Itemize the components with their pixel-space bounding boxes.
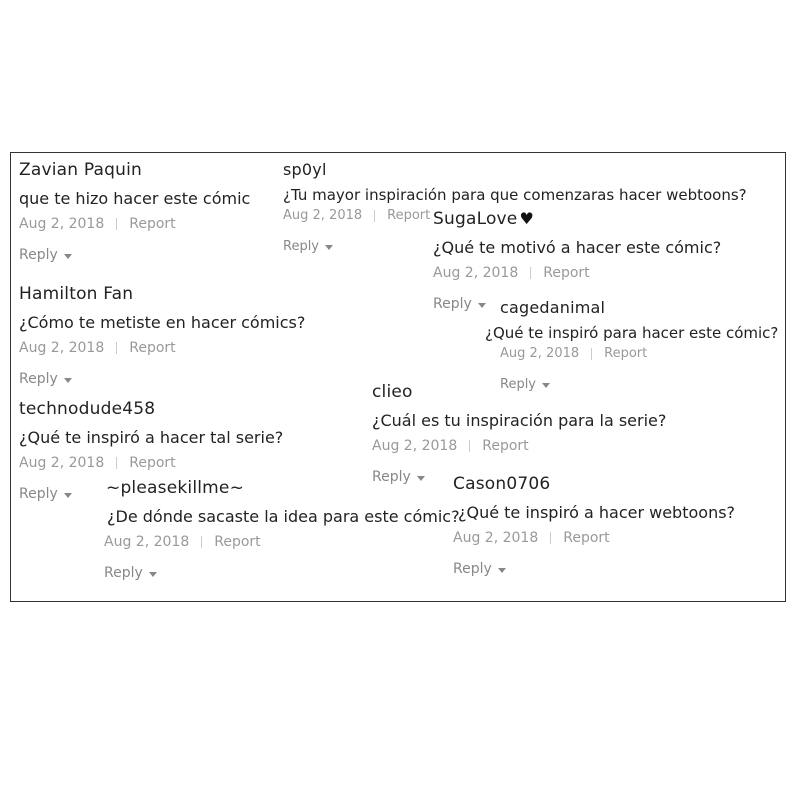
comment-author[interactable]: ~pleasekillme~ — [106, 478, 245, 498]
report-link[interactable]: Report — [604, 346, 648, 361]
report-link[interactable]: Report — [129, 455, 176, 471]
reply-button[interactable] — [283, 239, 333, 254]
comment-author[interactable]: cagedanimal — [500, 298, 606, 317]
meta-divider — [201, 536, 202, 548]
author-name: SugaLove — [433, 209, 518, 229]
comment-card — [433, 209, 721, 312]
caret-down-icon — [149, 572, 157, 577]
comment-date: Aug 2, 2018 — [19, 340, 105, 356]
meta-divider — [116, 218, 117, 230]
comment-date: Aug 2, 2018 — [19, 455, 105, 471]
meta-divider — [374, 210, 375, 222]
comment-date: Aug 2, 2018 — [104, 534, 190, 550]
comment-author[interactable]: Hamilton Fan — [19, 284, 134, 304]
meta-divider — [530, 267, 531, 279]
comment-author[interactable]: sp0yl — [283, 160, 327, 179]
meta-divider — [116, 457, 117, 469]
reply-label: Reply — [283, 239, 320, 254]
caret-down-icon — [64, 493, 72, 498]
comment-author[interactable] — [433, 209, 721, 229]
reply-button[interactable] — [104, 565, 157, 581]
comment-date: Aug 2, 2018 — [453, 530, 539, 546]
caret-down-icon — [64, 254, 72, 259]
comment-author[interactable]: Zavian Paquin — [19, 160, 143, 180]
comment-text: ¿Cómo te metiste en hacer cómics? — [19, 313, 306, 332]
report-link[interactable]: Report — [543, 265, 590, 281]
reply-button[interactable] — [19, 247, 72, 263]
comment-meta — [433, 265, 721, 281]
reply-button[interactable] — [19, 486, 72, 502]
meta-divider — [116, 342, 117, 354]
comment-text: ¿Qué te inspiró a hacer tal serie? — [19, 428, 284, 447]
comment-text: ¿De dónde sacaste la idea para este cómic? — [107, 507, 460, 526]
comment-meta — [453, 530, 735, 546]
reply-button[interactable] — [453, 561, 506, 577]
report-link[interactable]: Report — [482, 438, 529, 454]
reply-button[interactable] — [19, 371, 72, 387]
caret-down-icon — [478, 303, 486, 308]
comment-card — [19, 160, 250, 263]
report-link[interactable]: Report — [563, 530, 610, 546]
comment-text: que te hizo hacer este cómic — [19, 189, 251, 208]
reply-label: Reply — [433, 296, 472, 312]
reply-label: Reply — [104, 565, 143, 581]
comment-card — [19, 284, 305, 387]
comment-text: ¿Tu mayor inspiración para que comenzaras hacer webtoons? — [283, 186, 747, 204]
comment-card — [104, 478, 460, 581]
comment-meta — [500, 346, 778, 361]
report-link[interactable]: Report — [214, 534, 261, 550]
meta-divider — [469, 440, 470, 452]
comment-date: Aug 2, 2018 — [283, 208, 363, 223]
meta-divider — [591, 348, 592, 360]
reply-label: Reply — [19, 371, 58, 387]
caret-down-icon — [498, 568, 506, 573]
comment-meta — [104, 534, 460, 550]
reply-label: Reply — [453, 561, 492, 577]
comment-text: ¿Qué te motivó a hacer este cómic? — [433, 238, 722, 257]
comment-meta — [19, 455, 283, 471]
reply-label: Reply — [372, 469, 411, 485]
comment-author[interactable]: technodude458 — [19, 399, 156, 419]
comment-card — [372, 382, 666, 485]
comment-meta — [19, 216, 250, 232]
reply-label: Reply — [19, 486, 58, 502]
report-link[interactable]: Report — [129, 216, 176, 232]
comment-text: ¿Qué te inspiró para hacer este cómic? — [485, 324, 779, 342]
comment-card — [485, 298, 779, 392]
report-link[interactable]: Report — [387, 208, 431, 223]
meta-divider — [550, 532, 551, 544]
comment-text: ¿Cuál es tu inspiración para la serie? — [372, 411, 667, 430]
reply-button[interactable] — [433, 296, 486, 312]
comment-author[interactable]: clieo — [372, 382, 413, 402]
comment-meta — [19, 340, 305, 356]
comment-author[interactable]: Cason0706 — [453, 474, 551, 494]
reply-label: Reply — [500, 377, 537, 392]
reply-label: Reply — [19, 247, 58, 263]
report-link[interactable]: Report — [129, 340, 176, 356]
comment-card — [453, 474, 735, 577]
caret-down-icon — [64, 378, 72, 383]
comment-date: Aug 2, 2018 — [500, 346, 580, 361]
heart-icon: ♥ — [519, 209, 535, 228]
comment-text: ¿Qué te inspiró a hacer webtoons? — [458, 503, 736, 522]
comment-meta — [372, 438, 666, 454]
comment-date: Aug 2, 2018 — [372, 438, 458, 454]
caret-down-icon — [325, 245, 333, 250]
comment-date: Aug 2, 2018 — [433, 265, 519, 281]
comment-date: Aug 2, 2018 — [19, 216, 105, 232]
